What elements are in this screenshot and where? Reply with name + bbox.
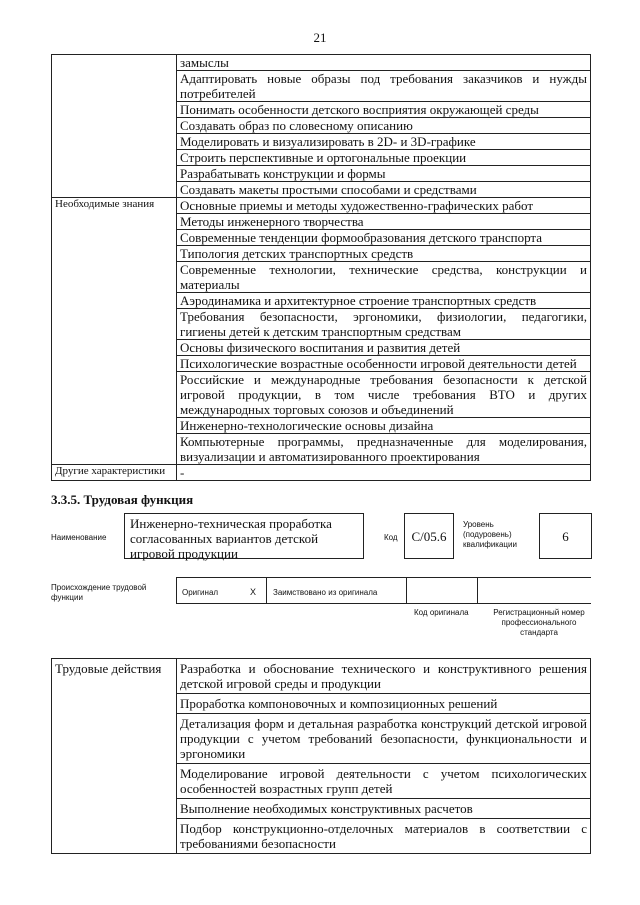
row-text: Компьютерные программы, предназначенные для моделирования, визуализации и автоматизированного проектирования [177, 434, 591, 465]
origin-row [176, 577, 591, 604]
row-text: Создавать образ по словесному описанию [177, 118, 591, 134]
row-text: Аэродинамика и архитектурное строение транспортных средств [177, 293, 591, 309]
skills-knowledge-table [51, 54, 591, 481]
row-text: Разрабатывать конструкции и формы [177, 166, 591, 182]
row-text: Типология детских транспортных средств [177, 246, 591, 262]
row-label: Необходимые знания [52, 198, 177, 465]
row-label [52, 55, 177, 198]
row-text: Моделирование игровой деятельности с учетом психологических особенностей возрастных групп детей [177, 764, 591, 799]
function-name-box: Инженерно-техническая проработка согласованных вариантов детской игровой продукции [124, 513, 364, 559]
divider [406, 577, 407, 604]
borrowed-label: Заимствовано из оригинала [273, 588, 378, 597]
row-text: Адаптировать новые образы под требования заказчиков и нужды потребителей [177, 71, 591, 102]
row-text: Разработка и обоснование технического и конструктивного решения детской игровой среды и продукции [177, 659, 591, 694]
origin-label: Происхождение трудовой функции [51, 583, 147, 602]
row-label: Другие характеристики [52, 465, 177, 481]
row-text: Инженерно-технологические основы дизайна [177, 418, 591, 434]
page-number: 21 [313, 30, 327, 45]
row-text: - [177, 465, 591, 481]
table-row [52, 198, 591, 214]
original-label: Оригинал [182, 588, 219, 597]
labor-actions-table [51, 658, 591, 854]
row-text: Выполнение необходимых конструктивных расчетов [177, 799, 591, 819]
code-original-label: Код оригинала [414, 608, 469, 617]
row-text: Основы физического воспитания и развития детей [177, 340, 591, 356]
row-text: Понимать особенности детского восприятия окружающей среды [177, 102, 591, 118]
row-text: Детализация форм и детальная разработка конструкций детской игровой продукции с учетом требований безопасности, функциональности и эргономики [177, 714, 591, 764]
row-text: Современные тенденции формообразования детского транспорта [177, 230, 591, 246]
table-row [52, 55, 591, 71]
row-text: Психологические возрастные особенности игровой деятельности детей [177, 356, 591, 372]
original-mark: X [250, 587, 257, 597]
row-text: замыслы [177, 55, 591, 71]
divider [477, 577, 478, 604]
row-text: Подбор конструкционно-отделочных материалов в соответствии с требованиями безопасности [177, 819, 591, 854]
row-text: Требования безопасности, эргономики, физиологии, педагогики, гигиены детей к детским транспортным средствам [177, 309, 591, 340]
row-text: Российские и международные требования безопасности к детской игровой продукции, в том числе требования ВТО и других международных торговых союзов и объединений [177, 372, 591, 418]
reg-number-label: Регистрационный номер профессионального стандарта [493, 608, 585, 637]
section-title: 3.3.5. Трудовая функция [51, 492, 194, 507]
row-text: Методы инженерного творчества [177, 214, 591, 230]
table-row [52, 465, 591, 481]
level-label: Уровень (подуровень) квалификации [463, 520, 517, 549]
row-text: Современные технологии, технические средства, конструкции и материалы [177, 262, 591, 293]
code-value-box: C/05.6 [404, 513, 454, 559]
table-row [52, 659, 591, 694]
row-label: Трудовые действия [52, 659, 177, 854]
row-text: Основные приемы и методы художественно-графических работ [177, 198, 591, 214]
row-text: Проработка компоновочных и композиционных решений [177, 694, 591, 714]
row-text: Моделировать и визуализировать в 2D- и 3D-графике [177, 134, 591, 150]
name-label: Наименование [51, 533, 107, 542]
row-text: Создавать макеты простыми способами и средствами [177, 182, 591, 198]
code-label: Код [384, 533, 398, 542]
level-value-box: 6 [539, 513, 592, 559]
row-text: Строить перспективные и ортогональные проекции [177, 150, 591, 166]
divider [266, 577, 267, 604]
